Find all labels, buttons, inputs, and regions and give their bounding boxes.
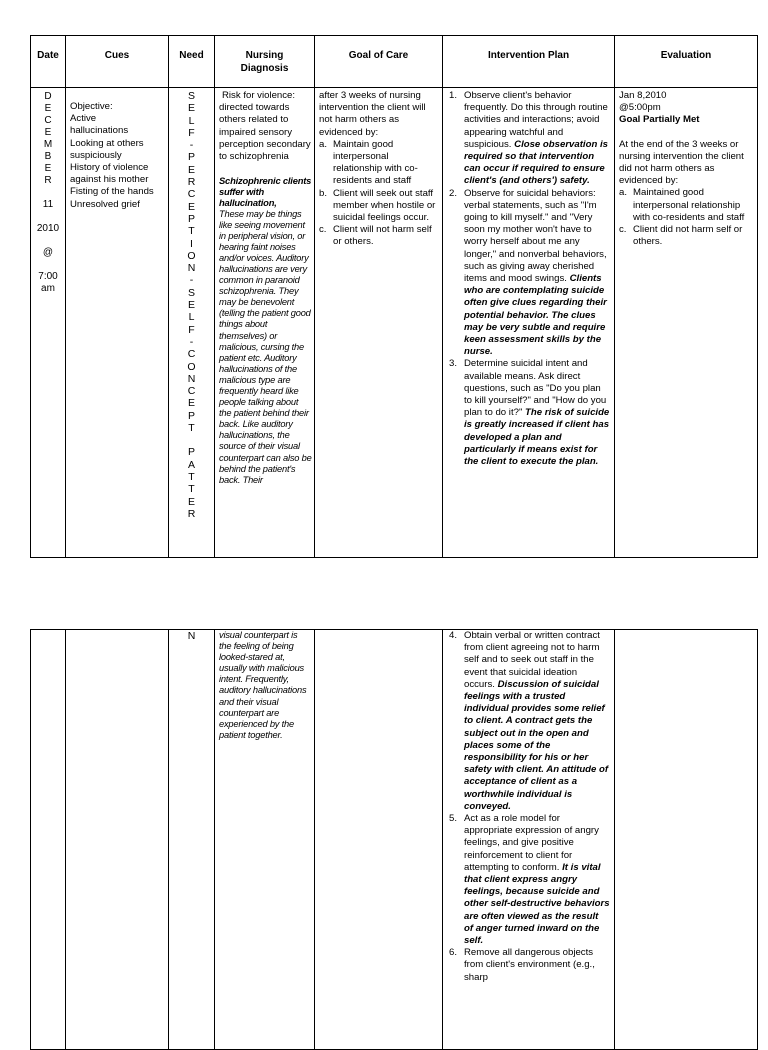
need-char: O	[187, 249, 196, 262]
need-char: P	[187, 409, 195, 422]
date-char: R	[44, 175, 52, 186]
intervention-number: 3.	[449, 358, 458, 370]
evaluation-item-marker: c.	[619, 224, 627, 236]
need-char: C	[187, 385, 196, 398]
need-char: O	[187, 360, 196, 373]
header-nursing-diagnosis	[215, 36, 315, 88]
intervention-action: Observe for suicidal behaviors: verbal statements, such as "I'm going to kill myself." and "Very soon my mother won't have to worry herself about me any longer," and nonverbal behaviors, such as giving away cherished items and mood swings.	[464, 187, 607, 285]
date-char: 7:00	[38, 271, 58, 282]
goal-item-marker: c.	[319, 224, 327, 236]
need-cell	[169, 88, 215, 558]
need-char: -	[189, 139, 194, 152]
goal-item-text: Client will not harm self or others.	[333, 224, 432, 248]
date-char: B	[44, 151, 52, 162]
cues-line: against his mother	[70, 174, 149, 186]
need-char: L	[188, 311, 195, 324]
need-char: E	[187, 299, 195, 312]
intervention-number: 2.	[449, 187, 458, 199]
evaluation-item	[619, 187, 754, 224]
goal-intro: after 3 weeks of nursing intervention the client will not harm others as evidenced by:	[319, 90, 426, 138]
need-char: N	[187, 262, 196, 275]
need-char: T	[188, 483, 195, 496]
intervention-action: Obtain verbal or written contract from client agreeing not to harm self and to seek out staff in the event that suicidal ideation occurs.	[464, 630, 600, 690]
evaluation-items	[619, 187, 754, 248]
need-char: P	[187, 212, 195, 225]
need-char: R	[187, 176, 196, 189]
need-vertical-text	[169, 88, 214, 520]
date-vertical-text	[31, 88, 65, 295]
need-char	[169, 434, 214, 446]
intervention-action: Observe client's behavior frequently. Do this through routine activities and interactions; avoid appearing watchful and suspicious.	[464, 90, 608, 150]
cues-cell	[66, 88, 169, 558]
evaluation-item-marker: a.	[619, 187, 628, 199]
header-nursing-diagnosis-line1: Nursing	[245, 50, 284, 61]
intervention-action: Remove all dangerous objects from client's environment (e.g., sharp	[464, 947, 595, 983]
date-char: E	[44, 103, 52, 114]
date-cell-continued	[31, 630, 66, 1050]
evaluation-time: @5:00pm	[619, 102, 661, 114]
evaluation-intro: At the end of the 3 weeks or nursing intervention the client did not harm others as evidenced by:	[619, 138, 744, 187]
intervention-text	[464, 188, 610, 359]
evaluation-cell	[615, 88, 758, 558]
date-cell	[31, 88, 66, 558]
need-char: E	[187, 163, 195, 176]
intervention-number: 4.	[449, 630, 458, 641]
cues-text	[66, 88, 168, 211]
goal-item-marker: a.	[319, 138, 328, 150]
date-char: 2010	[36, 223, 60, 234]
intervention-text	[464, 630, 610, 813]
evaluation-item	[619, 224, 754, 248]
header-goal-of-care: Goal of Care	[315, 36, 443, 88]
date-char: E	[44, 127, 52, 138]
diagnosis-emphasis: Schizophrenic clients suffer with hallucination,	[219, 175, 312, 209]
goal-items	[319, 139, 439, 249]
need-char: E	[187, 200, 195, 213]
need-char: T	[188, 470, 195, 483]
intervention-text	[464, 947, 610, 984]
intervention-rationale: Discussion of suicidal feelings with a trusted individual provides some relief to client. A contract gets the subject out in the open and places some of the responsibility for his or her safety with client. An attitude of acceptance of client as a worthwhile individual is conveyed.	[464, 678, 609, 812]
date-char: M	[43, 139, 53, 150]
intervention-action: Act as a role model for appropriate expression of angry feelings, and give positive reinforcement to client for attempting to conform.	[464, 813, 599, 873]
content-row-page-2	[31, 630, 758, 1050]
date-char: E	[44, 163, 52, 174]
intervention-text	[464, 90, 610, 188]
need-char: I	[190, 237, 193, 250]
need-char: S	[187, 286, 195, 299]
header-evaluation: Evaluation	[615, 36, 758, 88]
cues-line: suspiciously	[70, 149, 122, 161]
need-char: P	[187, 446, 195, 459]
need-char: S	[187, 90, 195, 102]
header-cues: Cues	[66, 36, 169, 88]
intervention-item	[449, 188, 610, 359]
need-char: F	[188, 323, 195, 336]
intervention-rationale: Clients who are contemplating suicide often give clues regarding their potential behavior. The clues may be very subtle and require keen assessment skills by the nurse.	[464, 273, 607, 358]
need-char: P	[187, 151, 195, 164]
header-date: Date	[31, 36, 66, 88]
intervention-number: 1.	[449, 90, 458, 101]
date-char: 11	[42, 199, 54, 210]
diagnosis-cell	[215, 88, 315, 558]
intervention-text	[464, 813, 610, 947]
date-char: @	[42, 247, 54, 258]
intervention-text	[464, 358, 610, 468]
evaluation-item-text: Client did not harm self or others.	[633, 224, 743, 248]
date-char	[31, 259, 65, 271]
cues-line: History of violence	[70, 162, 149, 174]
cues-line: Objective:	[70, 101, 113, 112]
header-need: Need	[169, 36, 215, 88]
need-char: F	[188, 126, 195, 139]
need-char: T	[188, 422, 195, 435]
cues-line: Active	[70, 113, 97, 125]
need-char: L	[188, 114, 195, 127]
need-char: E	[187, 495, 195, 508]
intervention-action: Determine suicidal intent and available means. Ask direct questions, such as "Do you plan to kill yourself?" and "How do you plan to do it?"	[464, 358, 607, 419]
header-intervention-plan: Intervention Plan	[443, 36, 615, 88]
intervention-number: 6.	[449, 947, 458, 959]
need-vertical-text-continued	[169, 630, 214, 642]
cues-line: Looking at others	[70, 137, 144, 149]
intervention-item	[449, 90, 610, 188]
care-plan-table-page-2	[30, 629, 758, 1050]
intervention-item	[449, 358, 610, 468]
goal-item	[319, 224, 439, 248]
intervention-rationale: Close observation is required so that intervention can occur if required to ensure client's (and others') safety.	[464, 138, 608, 187]
need-char: T	[188, 225, 195, 238]
evaluation-item-text: Maintained good interpersonal relationship with co-residents and staff	[633, 187, 745, 223]
cues-line: Unresolved grief	[70, 198, 140, 210]
need-char: R	[187, 507, 196, 520]
goal-item-marker: b.	[319, 187, 328, 199]
evaluation-status: Goal Partially Met	[619, 114, 700, 126]
header-row	[31, 36, 758, 88]
header-nursing-diagnosis-line2: Diagnosis	[240, 63, 289, 74]
intervention-cell-continued	[443, 630, 615, 1050]
intervention-item	[449, 813, 610, 947]
need-char: -	[189, 274, 194, 287]
diagnosis-explanation-part-2: visual counterpart is the feeling of being looked-stared at, usually with malicious intent. Frequently, auditory hallucinations and their visual counterpart are experienced by the patient together.	[219, 630, 307, 740]
date-char	[31, 235, 65, 247]
goal-item-text: Maintain good interpersonal relationship with co-residents and staff	[333, 138, 418, 187]
date-char: am	[41, 283, 55, 294]
date-char: C	[44, 115, 52, 126]
goal-item	[319, 188, 439, 225]
content-row-page-1	[31, 88, 758, 558]
need-char: N	[187, 630, 196, 642]
need-char: N	[187, 372, 196, 385]
date-char: D	[44, 91, 52, 102]
need-char: C	[187, 188, 196, 201]
goal-cell-continued	[315, 630, 443, 1050]
evaluation-cell-continued	[615, 630, 758, 1050]
need-char: C	[187, 348, 196, 361]
goal-item	[319, 139, 439, 188]
cues-line: Fisting of the hands	[70, 186, 154, 198]
intervention-item	[449, 947, 610, 984]
intervention-number: 5.	[449, 813, 458, 825]
diagnosis-explanation-part-1: These may be things like seeing movement in peripheral vision, or hearing faint noises and/or voices. Auditory hallucinations are very common in paranoid schizophrenia. They may be benevolent (telling the patient good things about themselves) or malicious, cursing the patient etc. Auditory hallucinations of the malicious type are frequently heard like people talking about the patient behind their back. Like auditory hallucinations, the source of their visual counterpart can also be behind the patient's back. Their	[219, 208, 312, 485]
goal-cell	[315, 88, 443, 558]
diagnosis-cell-continued	[215, 630, 315, 1050]
diagnosis-main: Risk for violence: directed towards others related to impaired sensory perception secondary to schizophrenia	[219, 90, 311, 163]
intervention-rationale: The risk of suicide is greatly increased if client has developed a plan and particularly if means exist for the client to execute the plan.	[464, 407, 610, 468]
need-char: E	[187, 397, 195, 410]
cues-cell-continued	[66, 630, 169, 1050]
need-cell-continued	[169, 630, 215, 1050]
care-plan-table-page-1	[30, 35, 758, 558]
date-char	[31, 211, 65, 223]
date-char	[31, 187, 65, 199]
intervention-item	[449, 630, 610, 813]
intervention-rationale: It is vital that client express angry feelings, because suicide and other self-destructive behaviors are often viewed as the result of anger turned inward on the self.	[464, 861, 610, 947]
evaluation-date: Jan 8,2010	[619, 90, 667, 101]
need-char: E	[187, 102, 195, 115]
need-char: A	[187, 458, 195, 471]
cues-line: hallucinations	[70, 125, 129, 137]
need-char: -	[189, 335, 194, 348]
intervention-list-page-1	[443, 88, 614, 468]
intervention-list-page-2	[443, 630, 614, 984]
intervention-cell	[443, 88, 615, 558]
goal-item-text: Client will seek out staff member when hostile or suicidal feelings occur.	[333, 187, 436, 224]
